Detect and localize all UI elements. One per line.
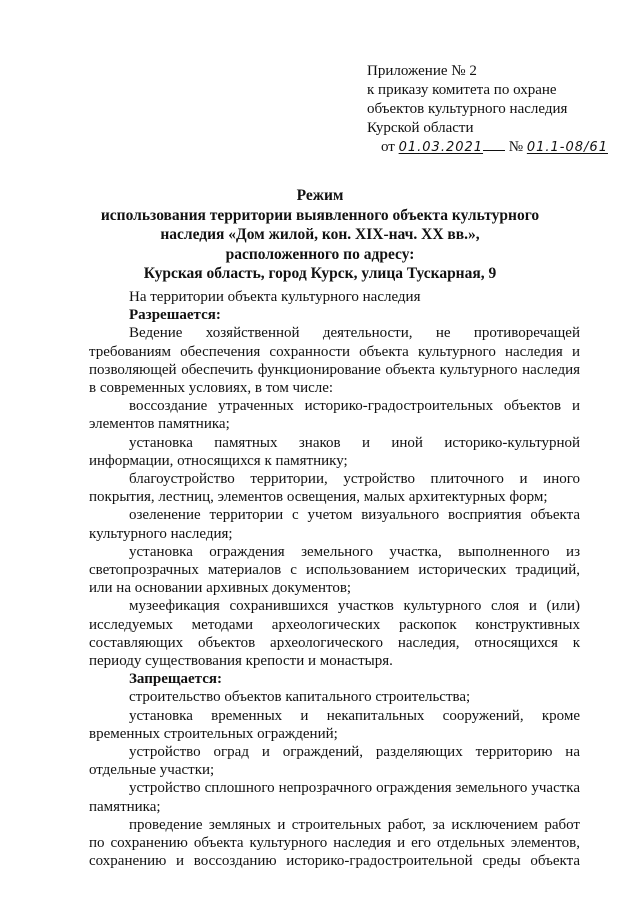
intro-text: На территории объекта культурного наследия (129, 289, 421, 305)
order-date: 01.03.2021 (398, 140, 484, 155)
appendix-committee: объектов культурного наследия (367, 101, 568, 117)
allowed-item: установка памятных знаков и иной историко-культурной информации, относящихся к памятнику; (89, 434, 580, 469)
title-line-2: использования территории выявленного объекта культурного (100, 206, 540, 224)
date-prefix: от (381, 139, 395, 155)
title-line-4: расположенного по адресу: (225, 245, 415, 263)
title-line-1: Режим (296, 187, 344, 204)
appendix-header (367, 62, 627, 157)
forbidden-item: установка временных и некапитальных сооружений, кроме временных строительных ограждений; (89, 707, 580, 742)
appendix-region: Курской области (367, 120, 474, 136)
allowed-item: установка ограждения земельного участка, выполненного из светопрозрачных материалов с использованием исторических традиций, или на основании архивных документов; (89, 543, 580, 597)
title-line-3: наследия «Дом жилой, кон. XIX-нач. XX вв.», (160, 226, 480, 243)
title-line-5: Курская область, город Курск, улица Тускарная, 9 (143, 265, 497, 282)
order-date-number (381, 138, 627, 157)
forbidden-item: устройство сплошного непрозрачного ограждения земельного участка памятника; (89, 780, 580, 815)
forbidden-heading: Запрещается: (129, 671, 223, 688)
forbidden-item: строительство объектов капитального строительства; (129, 689, 471, 706)
allowed-item: озеленение территории с учетом визуального восприятия объекта культурного наследия; (89, 507, 580, 542)
allowed-item: благоустройство территории, устройство плиточного и иного покрытия, лестниц, элементов освещения, малых архитектурных форм; (89, 471, 580, 506)
allowed-heading: Разрешается: (129, 307, 221, 324)
appendix-number: Приложение № 2 (367, 63, 477, 79)
number-prefix: № (508, 139, 524, 155)
forbidden-item: устройство оград и ограждений, разделяющих территорию на отдельные участки; (89, 744, 580, 779)
allowed-item: музеефикация сохранившихся участков культурного слоя и (или) исследуемых методами археологических раскопок конструктивных составляющих объектов археологического наследия, относящихся к периоду существования крепости и монастыря. (89, 598, 580, 670)
document-title (60, 186, 580, 284)
forbidden-item: проведение земляных и строительных работ, за исключением работ по сохранению объекта культурного наследия и его отдельных элементов, сохранению и воссозданию историко-градостроительной среды объекта (89, 816, 580, 870)
allowed-item: Ведение хозяйственной деятельности, не противоречащей требованиям обеспечения сохранности объекта культурного наследия и позволяющей обеспечить функционирование объекта культурного наследия в современных условиях, в том числе: (89, 325, 580, 397)
appendix-order-ref: к приказу комитета по охране (367, 82, 557, 98)
allowed-item: воссоздание утраченных историко-градостроительных объектов и элементов памятника; (89, 398, 580, 433)
document-body (89, 288, 580, 871)
order-number: 01.1-08/61 (526, 140, 608, 155)
